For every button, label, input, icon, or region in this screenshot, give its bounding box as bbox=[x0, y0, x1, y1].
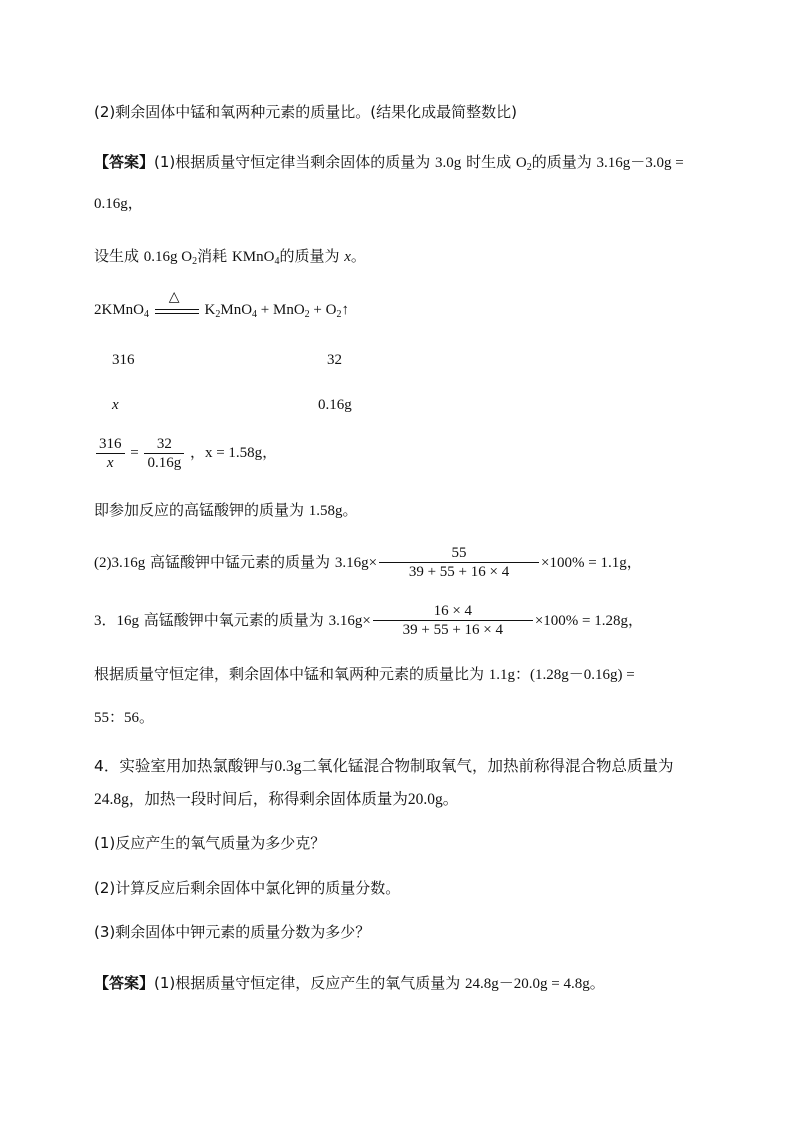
answer-tag: 【答案】 bbox=[94, 153, 155, 171]
q4-sub-question-2: (2)计算反应后剩余固体中氯化钾的质量分数。 bbox=[94, 879, 401, 897]
q4-sub-question-3: (3)剩余固体中钾元素的质量分数为多少？ bbox=[94, 923, 371, 941]
heat-icon: △ bbox=[168, 289, 180, 305]
q3-ratio-result: 55：56。 bbox=[94, 710, 155, 726]
molar-mass-316: 316 bbox=[112, 352, 135, 368]
molar-mass-32: 32 bbox=[327, 352, 342, 368]
q3-part2-question: (2)剩余固体中锰和氧两种元素的质量比。(结果化成最简整数比) bbox=[94, 103, 517, 121]
q3-setup-line: 设生成 0.16g $O_2$消耗 KMnO$_4$的质量为 x。 bbox=[94, 247, 366, 267]
q4-stem-line-2: 24.8g，加热一段时间后，称得剩余固体质量为20.0g。 bbox=[94, 790, 459, 808]
reaction-condition bbox=[155, 289, 199, 319]
q4-stem-line-1: 4．实验室用加热氯酸钾与0.3g二氧化锰混合物制取氧气，加热前称得混合物总质量为 bbox=[94, 757, 674, 775]
unknown-x: x bbox=[112, 397, 119, 413]
answer-tag: 【答案】 bbox=[94, 974, 155, 992]
q3-answer-line-1: 【答案】(1)根据质量守恒定律当剩余固体的质量为 3.0g 时生成 $O_2$的质量为 3.16g－3.0g = bbox=[94, 153, 684, 173]
chemical-equation: 2KMnO$_4$ △ $K_2MnO_4 + MnO_2$ + $O_2↑$ bbox=[94, 289, 349, 320]
q3-conclusion: 即参加反应的高锰酸钾的质量为 1.58g。 bbox=[94, 501, 358, 519]
q4-sub-question-1: (1)反应产生的氧气质量为多少克？ bbox=[94, 834, 326, 852]
q3-mn-mass-line: (2)3.16g 高锰酸钾中锰元素的质量为 3.16g× $\frac{55}{39 + 55 + 16 \times 4}$ ×100% = 1.1g， bbox=[94, 545, 642, 580]
q3-answer-line-2: 0.16g， bbox=[94, 196, 143, 212]
known-mass: 0.16g bbox=[318, 397, 352, 413]
q3-ratio-line: 根据质量守恒定律，剩余固体中锰和氧两种元素的质量比为 1.1g：(1.28g－0.16g) = bbox=[94, 665, 635, 683]
proportion-equation: $\frac{316}{x}$ = $\frac{32}{0.16g}$ ，x = 1.58g， bbox=[94, 435, 277, 472]
q4-answer-line: 【答案】(1)根据质量守恒定律，反应产生的氧气质量为 24.8g－20.0g = 4.8g。 bbox=[94, 974, 605, 992]
q3-o-mass-line: 3．16g 高锰酸钾中氧元素的质量为 3.16g× $\frac{16 \times 4}{39 + 55 + 16 \times 4}$ ×100% = 1.28g， bbox=[94, 603, 643, 638]
